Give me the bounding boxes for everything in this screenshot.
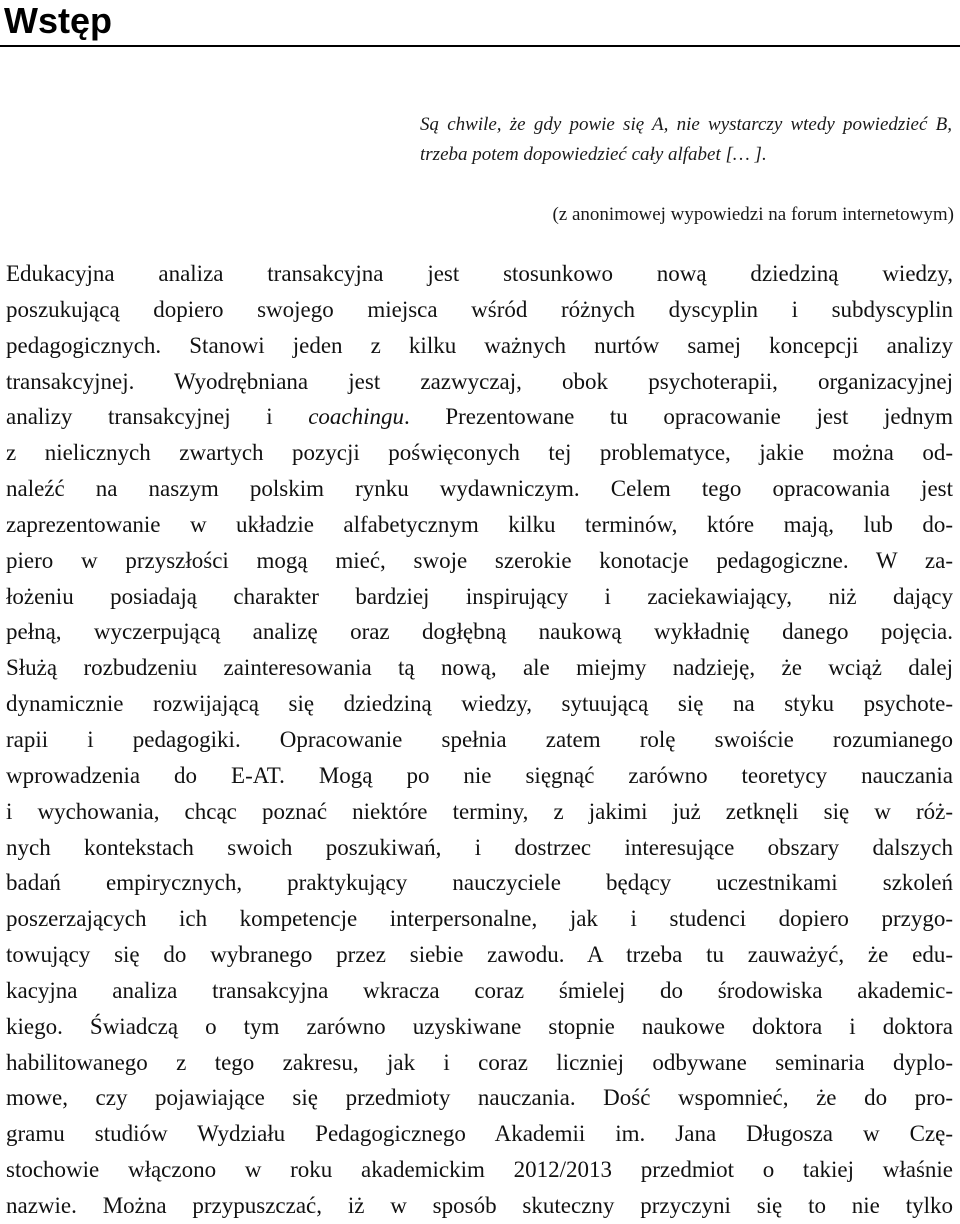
text-line: łożeniu posiadają charakter bardziej inspirujący i zaciekawiający, niż dający [6, 583, 953, 609]
text-line: nazwie. Można przypuszczać, iż w sposób skuteczny przyczyni się to nie tylko [6, 1192, 953, 1218]
emphasized-term: coachingu [308, 404, 404, 430]
text-line: wprowadzenia do E-AT. Mogą po nie sięgnąć zarówno teoretycy nauczania [6, 762, 953, 788]
text-line: naleźć na naszym polskim rynku wydawniczym. Celem tego opracowania jest [6, 476, 953, 502]
text-line: transakcyjnej. Wyodrębniana jest zazwyczaj, obok psychoterapii, organizacyjnej [6, 368, 953, 394]
text-line: stochowie włączono w roku akademickim 2012/2013 przedmiot o takiej właśnie [6, 1157, 953, 1183]
text-line: zaprezentowanie w układzie alfabetycznym kilku terminów, które mają, lub do- [6, 511, 953, 537]
text-line: z nielicznych zwartych pozycji poświęconych tej problematyce, jakie można od- [6, 440, 953, 466]
text-line: mowe, czy pojawiające się przedmioty nauczania. Dość wspomnieć, że do pro- [6, 1085, 953, 1111]
text-line: dynamicznie rozwijającą się dziedziną wiedzy, sytuującą się na styku psychote- [6, 691, 953, 717]
text-line: Służą rozbudzeniu zainteresowania tą nową, ale miejmy nadzieję, że wciąż dalej [6, 655, 953, 681]
page-title: Wstęp [4, 0, 112, 41]
text-line: rapii i pedagogiki. Opracowanie spełnia zatem rolę swoiście rozumianego [6, 726, 953, 752]
text-line-with-emphasis [6, 399, 953, 435]
text-line: badań empirycznych, praktykujący nauczyciele będący uczestnikami szkoleń [6, 870, 953, 896]
text-line: kiego. Świadczą o tym zarówno uzyskiwane stopnie naukowe doktora i doktora [6, 1013, 953, 1039]
text-line: nych kontekstach swoich poszukiwań, i dostrzec interesujące obszary dalszych [6, 834, 953, 860]
text-line: i wychowania, chcąc poznać niektóre terminy, z jakimi już zetknęli się w róż- [6, 798, 953, 824]
text-line: pełną, wyczerpującą analizę oraz dogłębną naukową wykładnię danego pojęcia. [6, 619, 953, 645]
text-segment: . Prezentowane tu opracowanie jest jednym [404, 404, 953, 430]
text-line: habilitowanego z tego zakresu, jak i coraz liczniej odbywane seminaria dyplo- [6, 1049, 953, 1075]
text-line: Edukacyjna analiza transakcyjna jest stosunkowo nową dziedziną wiedzy, [6, 261, 953, 286]
text-line: gramu studiów Wydziału Pedagogicznego Akademii im. Jana Długosza w Czę- [6, 1121, 953, 1147]
title-rule [0, 45, 960, 47]
text-line: kacyjna analiza transakcyjna wkracza coraz śmielej do środowiska akademic- [6, 977, 953, 1003]
text-line: poszerzających ich kompetencje interpersonalne, jak i studenci dopiero przygo- [6, 906, 953, 932]
text-line: piero w przyszłości mogą mieć, swoje szerokie konotacje pedagogiczne. W za- [6, 547, 953, 573]
text-line: poszukującą dopiero swojego miejsca wśród różnych dyscyplin i subdyscyplin [6, 296, 953, 322]
text-line: pedagogicznych. Stanowi jeden z kilku ważnych nurtów samej koncepcji analizy [6, 332, 953, 358]
motto-quote: Są chwile, że gdy powie się A, nie wystarczy wtedy powiedzieć B, trzeba potem dopowiedzieć cały alfabet [… ]. [420, 114, 952, 165]
body-text [6, 256, 953, 1224]
motto-source: (z anonimowej wypowiedzi na forum internetowym) [552, 204, 954, 225]
text-segment: analizy transakcyjnej i [6, 404, 309, 430]
text-line: towujący się do wybranego przez siebie zawodu. A trzeba tu zauważyć, że edu- [6, 942, 953, 968]
